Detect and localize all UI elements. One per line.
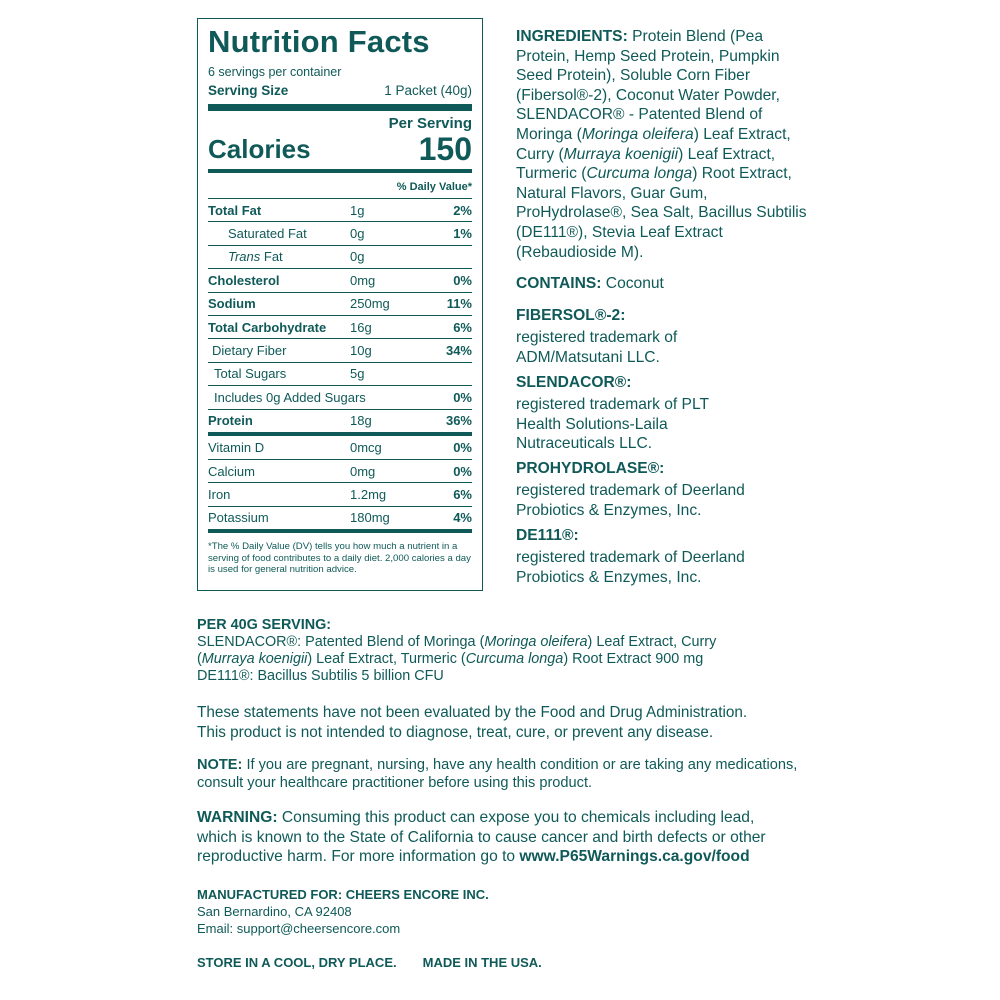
nutrient-row-total-carbohydrate: [208, 315, 472, 338]
divider-medium: [208, 529, 472, 533]
nutrient-label: [208, 249, 350, 264]
ingredients-text: ) Leaf Extract, Curry (: [516, 125, 791, 163]
contains-line: [516, 274, 816, 294]
nutrient-row-total-sugars: [208, 362, 472, 385]
nutrient-row-sodium: [208, 292, 472, 315]
nutrient-amount: 250mg: [350, 296, 390, 312]
divider-thick: [208, 104, 472, 111]
per-serving-line: [197, 651, 817, 668]
nutrition-facts-panel: [197, 18, 483, 591]
per-serving-italic: Curcuma longa: [465, 651, 564, 667]
nutrient-row-cholesterol: [208, 268, 472, 291]
per-serving-block: [197, 617, 817, 685]
nutrient-row-saturated-fat: [208, 221, 472, 244]
nutrient-amount: 1g: [350, 202, 365, 218]
nutrient-label: Potassium: [208, 510, 269, 526]
contains-label: CONTAINS:: [516, 275, 602, 293]
ingredients-text: ) Root Extract, Natural Flavors, Guar Gum, ProHydrolase®, Sea Salt, Bacillus Subtilis (DE111®), Stevia Leaf Extract (Rebaudioside M).: [516, 165, 807, 261]
nutrient-amount: 1.2mg: [350, 486, 387, 502]
storage-instruction: STORE IN A COOL, DRY PLACE.: [197, 954, 397, 970]
nutrient-percent: 0%: [453, 272, 472, 288]
warning-text: Consuming this product can expose you to chemicals including lead, which is known to the State of California to cause cancer and birth defects or other reproductive harm. For more information go to: [197, 809, 766, 866]
warning-paragraph: [197, 808, 797, 867]
note-text: If you are pregnant, nursing, have any health condition or are taking any medications, consult your healthcare practitioner before using this product.: [197, 757, 798, 791]
nutrient-percent: 0%: [453, 463, 472, 479]
nutrient-row-dietary-fiber: [208, 338, 472, 361]
nutrition-title: Nutrition Facts: [208, 24, 430, 59]
nutrient-amount: 0g: [350, 226, 365, 242]
nutrient-amount: 16g: [350, 319, 372, 335]
nutrient-percent: 36%: [445, 413, 472, 429]
nutrient-label: Vitamin D: [208, 439, 265, 455]
nutrient-percent: 2%: [453, 202, 472, 218]
per-serving-line: DE111®: Bacillus Subtilis 5 billion CFU: [197, 668, 444, 684]
nutrient-label: Total Sugars: [214, 366, 287, 382]
nutrient-label: Sodium: [208, 296, 256, 312]
nutrient-label: Calcium: [208, 463, 255, 479]
daily-value-footnote: *The % Daily Value (DV) tells you how much a nutrient in a serving of food contributes to a daily diet. 2,000 calories a day is used for general nutrition advice.: [208, 541, 471, 576]
nutrient-row-potassium: [208, 506, 472, 529]
nutrient-amount: 10g: [350, 343, 372, 359]
per-serving-heading: PER 40G SERVING:: [197, 617, 332, 633]
nutrient-row-iron: [208, 482, 472, 505]
nutrient-percent: 11%: [446, 296, 472, 312]
ingredients-text: Protein Blend (Pea Protein, Hemp Seed Protein, Pumpkin Seed Protein), Soluble Corn Fiber (Fibersol®-2), Coconut Water Powder, SLENDACOR® - Patented Blend of Moringa (: [516, 28, 780, 143]
contains-value: Coconut: [601, 275, 664, 293]
nutrient-label: Protein: [208, 413, 253, 429]
servings-per-container: 6 servings per container: [208, 65, 342, 79]
calories-value: 150: [418, 131, 472, 167]
nutrient-amount: 18g: [350, 413, 372, 429]
per-serving-text: (: [197, 651, 202, 667]
storage-origin-row: [197, 955, 817, 970]
nutrient-row-trans-fat: [208, 245, 472, 268]
ingredients-paragraph: [516, 27, 816, 262]
note-paragraph: [197, 757, 817, 792]
ingredients-text: ) Leaf Extract, Turmeric (: [516, 145, 776, 183]
nutrient-label: Total Carbohydrate: [208, 319, 327, 335]
nutrient-row-total-fat: [208, 198, 472, 221]
trademark-body: registered trademark of PLT Health Solutions-Laila Nutraceuticals LLC.: [516, 396, 709, 453]
nutrient-percent: 0%: [453, 439, 472, 455]
lower-section: [197, 617, 817, 970]
trademark-body: registered trademark of ADM/Matsutani LLC.: [516, 329, 678, 366]
note-label: NOTE:: [197, 757, 243, 774]
per-serving-text: ) Root Extract 900 mg: [563, 651, 704, 667]
nutrient-amount: 0mg: [350, 272, 376, 288]
ingredients-italic: Moringa oleifera: [581, 125, 694, 143]
nutrient-amount: 0mg: [350, 463, 376, 479]
serving-size-value: 1 Packet (40g): [384, 83, 472, 98]
trademark-body: registered trademark of Deerland Probiotics & Enzymes, Inc.: [516, 482, 745, 520]
per-serving-text: SLENDACOR®: Patented Blend of Moringa (: [197, 634, 485, 650]
nutrient-label: Iron: [208, 486, 231, 502]
per-serving-label: Per Serving: [388, 115, 472, 132]
nutrient-label: Cholesterol: [208, 272, 280, 288]
nutrient-row-vitamin-d: [208, 432, 472, 459]
nutrient-percent: 34%: [445, 343, 472, 359]
per-serving-italic: Murraya koenigii: [201, 651, 308, 667]
nutrient-label-italic: Trans: [228, 249, 261, 265]
nutrient-label: Saturated Fat: [228, 226, 307, 242]
serving-size-label: Serving Size: [208, 83, 289, 98]
serving-size-row: [208, 82, 472, 100]
per-serving-line: [197, 634, 817, 651]
per-serving-italic: Moringa oleifera: [484, 634, 588, 650]
nutrient-amount: 180mg: [350, 510, 390, 526]
nutrient-label: Dietary Fiber: [212, 343, 287, 359]
nutrient-row-calcium: [208, 459, 472, 482]
nutrient-row-protein: [208, 409, 472, 432]
nutrient-percent: 1%: [453, 226, 472, 242]
nutrient-percent: 6%: [453, 319, 472, 335]
nutrient-amount: 0g: [350, 249, 365, 265]
nutrient-label-rest: Fat: [260, 249, 283, 265]
manufacturer-email[interactable]: Email: support@cheersencore.com: [197, 920, 401, 936]
nutrient-label: Includes 0g Added Sugars: [214, 389, 366, 405]
ingredients-label: INGREDIENTS:: [516, 28, 628, 45]
fda-disclaimer: These statements have not been evaluated by the Food and Drug Administration. This product is not intended to diagnose, treat, cure, or prevent any disease.: [197, 704, 748, 741]
calories-label: Calories: [208, 134, 311, 164]
ingredients-italic: Curcuma longa: [586, 165, 693, 183]
trademark-body: registered trademark of Deerland Probiotics & Enzymes, Inc.: [516, 549, 745, 586]
calories-row: [208, 133, 472, 165]
warning-link[interactable]: www.P65Warnings.ca.gov/food: [519, 848, 750, 866]
nutrient-percent: 6%: [453, 486, 472, 502]
nutrient-percent: 0%: [453, 389, 472, 405]
manufacturer-heading: MANUFACTURED FOR: CHEERS ENCORE INC.: [197, 886, 489, 902]
per-serving-text: ) Leaf Extract, Curry: [587, 634, 717, 650]
trademark-heading: FIBERSOL®-2:: [516, 306, 626, 324]
nutrient-amount: 0mcg: [350, 439, 382, 455]
manufacturer-block: [197, 886, 817, 937]
nutrient-percent: 4%: [453, 510, 472, 526]
nutrient-label: Total Fat: [208, 202, 262, 218]
nutrient-amount: 5g: [350, 366, 365, 382]
warning-label: WARNING:: [197, 809, 278, 827]
nutrient-row-added-sugars: [208, 385, 472, 408]
trademark-heading: SLENDACOR®:: [516, 373, 632, 391]
daily-value-header: % Daily Value*: [396, 181, 472, 193]
manufacturer-city: San Bernardino, CA 92408: [197, 903, 352, 919]
trademark-heading: PROHYDROLASE®:: [516, 459, 665, 477]
origin-statement: MADE IN THE USA.: [422, 954, 542, 970]
per-serving-text: ) Leaf Extract, Turmeric (: [307, 651, 466, 667]
ingredients-italic: Murraya koenigii: [563, 145, 679, 163]
trademark-heading: DE111®:: [516, 526, 579, 544]
ingredients-column: [516, 27, 816, 592]
